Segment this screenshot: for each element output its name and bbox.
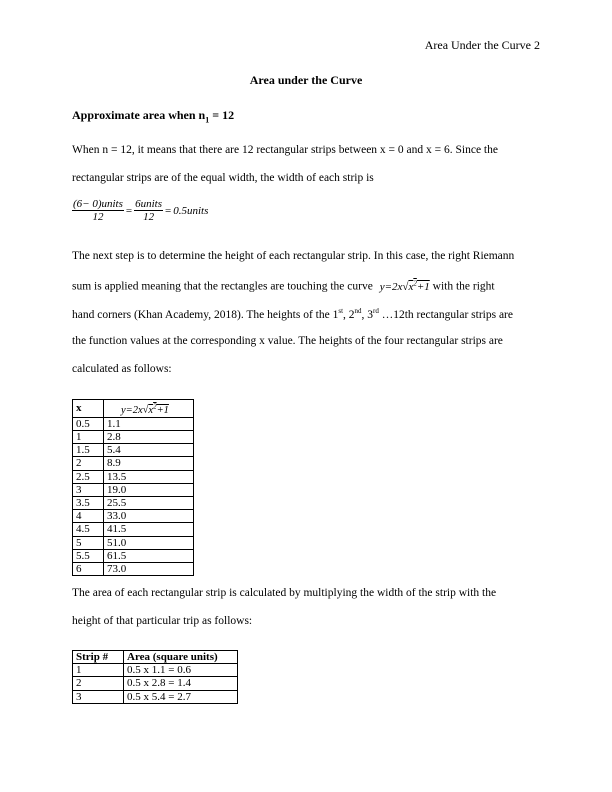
heights-table-row-cell: 3.5 — [73, 496, 104, 509]
heights-table-row-cell: 1.1 — [104, 417, 194, 430]
heights-table-header — [73, 400, 194, 418]
heights-table-row-cell: 5.4 — [104, 444, 194, 457]
heights-table-row-cell: 19.0 — [104, 483, 194, 496]
paragraph2-line1: The next step is to determine the height of each rectangular strip. In this case, the right Riemann — [72, 250, 515, 262]
heights-table-row-cell: 13.5 — [104, 470, 194, 483]
area-table-header-area: Area (square units) — [124, 651, 238, 664]
heights-table-header-y: $y=2x√x^2+1$ — [104, 400, 194, 418]
area-table-row-cell: 3 — [73, 690, 124, 703]
heights-table-row — [73, 496, 194, 509]
heights-table-row — [73, 430, 194, 443]
heights-table-row-cell: 4 — [73, 510, 104, 523]
heights-table-row — [73, 470, 194, 483]
area-table-row-cell: 0.5 x 2.8 = 1.4 — [124, 677, 238, 690]
heights-table-row-cell: 2 — [73, 457, 104, 470]
area-table-header — [73, 651, 238, 664]
area-table — [72, 650, 238, 704]
heights-table-row — [73, 417, 194, 430]
heights-table-row-cell: 73.0 — [104, 562, 194, 575]
heights-table-row-cell: 3 — [73, 483, 104, 496]
heights-table-row — [73, 523, 194, 536]
equals-sign-1: = — [125, 204, 133, 217]
area-table-row — [73, 664, 238, 677]
heights-table-row — [73, 483, 194, 496]
width-fraction-1-denominator: 12 — [92, 211, 104, 223]
width-fraction-2-numerator: 6units — [135, 198, 163, 210]
heights-table-header-x: x — [73, 400, 104, 418]
heights-table-row-cell: 25.5 — [104, 496, 194, 509]
area-table-row-cell: 0.5 x 1.1 = 0.6 — [124, 664, 238, 677]
curve-formula — [380, 281, 430, 293]
paragraph2-line2 — [72, 279, 495, 293]
section-heading-prefix: Approximate area when n — [72, 108, 206, 122]
width-result: 0.5units — [173, 204, 209, 217]
width-fraction-1 — [72, 198, 124, 223]
heights-table-row — [73, 444, 194, 457]
paragraph2-line3: hand corners (Khan Academy, 2018). The heights of the 1st, 2nd, 3rd …12th rectangular strips are — [72, 307, 513, 321]
paragraph2-line2-text: sum is applied meaning that the rectangles are touching the curve — [72, 280, 373, 293]
heights-table-row-cell: 41.5 — [104, 523, 194, 536]
heights-table — [72, 399, 194, 576]
heights-table-row-cell: 0.5 — [73, 417, 104, 430]
paragraph1-line2: rectangular strips are of the equal width, the width of each strip is — [72, 172, 374, 184]
paragraph3-line2: height of that particular trip as follows: — [72, 615, 253, 627]
section-heading-suffix: = 12 — [209, 108, 235, 122]
heights-table-row-cell: 5 — [73, 536, 104, 549]
heights-table-row — [73, 536, 194, 549]
curve-formula-radicand: $x^2+1$ — [408, 279, 430, 293]
area-table-row — [73, 690, 238, 703]
curve-formula-lhs: y=2x — [379, 280, 403, 293]
section-heading-subscript: 1 — [205, 115, 210, 125]
heights-table-row — [73, 510, 194, 523]
sqrt-icon: √ — [402, 280, 409, 293]
paragraph2-line5: calculated as follows: — [72, 363, 172, 375]
area-table-row-cell: 2 — [73, 677, 124, 690]
heights-table-row — [73, 562, 194, 575]
paragraph2-line4: the function values at the corresponding x value. The heights of the four rectangular strips are — [72, 335, 503, 347]
equals-sign-2: = — [165, 204, 172, 217]
width-fraction-1-numerator: (6− 0)units — [73, 198, 123, 210]
page-title: Area under the Curve — [249, 73, 363, 87]
width-fraction-2 — [134, 198, 163, 223]
sqrt-icon: √ — [142, 404, 149, 416]
heights-table-row-cell: 1.5 — [73, 444, 104, 457]
area-table-row — [73, 677, 238, 690]
section-heading — [72, 108, 234, 124]
area-table-row-cell: 1 — [73, 664, 124, 677]
area-table-header-strip: Strip # — [73, 651, 124, 664]
width-fraction-2-denominator: 12 — [143, 211, 155, 223]
heights-table-row-cell: 8.9 — [104, 457, 194, 470]
heights-table-row-cell: 5.5 — [73, 549, 104, 562]
area-table-row-cell: 0.5 x 5.4 = 2.7 — [124, 690, 238, 703]
heights-table-row-cell: 51.0 — [104, 536, 194, 549]
paragraph3-line1: The area of each rectangular strip is calculated by multiplying the width of the strip with the — [72, 587, 497, 599]
heights-table-row — [73, 549, 194, 562]
heights-table-row-cell: 61.5 — [104, 549, 194, 562]
heights-table-row-cell: 4.5 — [73, 523, 104, 536]
paragraph1-line1: When n = 12, it means that there are 12 rectangular strips between x = 0 and x = 6. Since the — [72, 144, 498, 156]
heights-table-row — [73, 457, 194, 470]
heights-table-row-cell: 1 — [73, 430, 104, 443]
width-equation — [72, 198, 208, 223]
heights-table-row-cell: 2.8 — [104, 430, 194, 443]
heights-table-row-cell: 6 — [73, 562, 104, 575]
heights-table-row-cell: 2.5 — [73, 470, 104, 483]
running-head: Area Under the Curve 2 — [424, 38, 540, 52]
heights-table-row-cell: 33.0 — [104, 510, 194, 523]
paragraph2-line2-after: with the right — [432, 280, 495, 293]
